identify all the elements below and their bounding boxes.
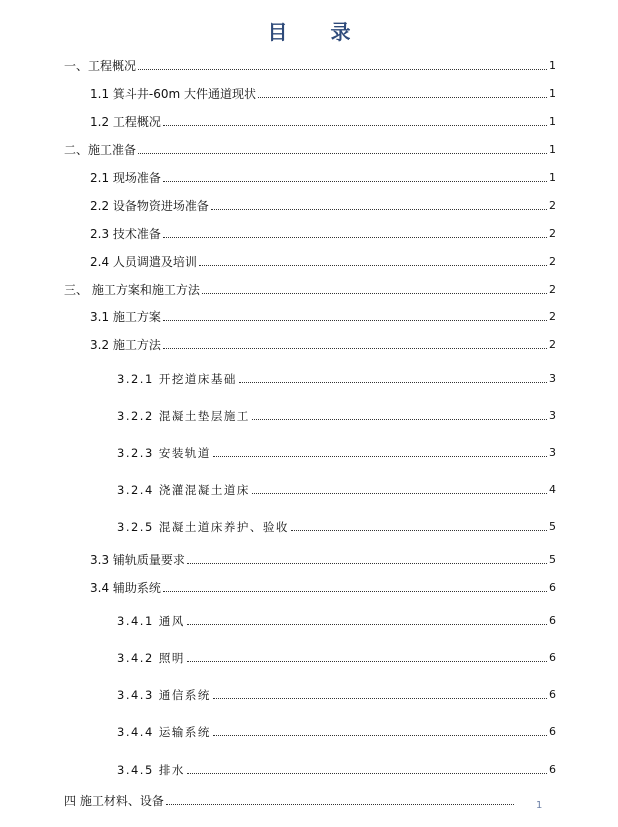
toc-leader-dots xyxy=(211,208,547,210)
toc-entry-label: 2.4 人员调遣及培训 xyxy=(90,255,197,269)
toc-leader-dots xyxy=(163,180,547,182)
toc-leader-dots xyxy=(258,96,547,98)
toc-entry[interactable] xyxy=(117,520,556,534)
toc-entry-page: 6 xyxy=(549,725,556,738)
toc-entry[interactable] xyxy=(64,143,556,157)
toc-entry-label: 三、 施工方案和施工方法 xyxy=(64,283,200,297)
toc-leader-dots xyxy=(199,264,547,266)
toc-entry-label: 3.2.2 混凝土垫层施工 xyxy=(117,409,250,423)
toc-entry-label: 3.2 施工方法 xyxy=(90,338,161,352)
toc-leader-dots xyxy=(252,492,547,494)
toc-entry[interactable] xyxy=(90,255,556,269)
toc-entry-label: 3.1 施工方案 xyxy=(90,310,161,324)
toc-entry-label: 二、施工准备 xyxy=(64,143,137,157)
toc-entry[interactable] xyxy=(90,553,556,567)
toc-leader-dots xyxy=(291,529,547,531)
toc-entry-page: 1 xyxy=(549,143,556,156)
toc-leader-dots xyxy=(138,68,547,70)
toc-leader-dots xyxy=(213,734,547,736)
toc-leader-dots xyxy=(213,697,547,699)
toc-leader-dots xyxy=(187,660,547,662)
toc-leader-dots xyxy=(187,623,547,625)
toc-leader-dots xyxy=(163,236,547,238)
toc-entry-page: 5 xyxy=(549,520,556,533)
toc-entry[interactable] xyxy=(90,310,556,324)
toc-entry-page: 3 xyxy=(549,372,556,385)
toc-entry[interactable] xyxy=(117,763,556,777)
toc-entry-page: 6 xyxy=(549,581,556,594)
toc-entry-label: 2.3 技术准备 xyxy=(90,227,161,241)
toc-entry[interactable] xyxy=(64,59,556,73)
toc-entry-label: 3.2.5 混凝土道床养护、验收 xyxy=(117,520,289,534)
toc-leader-dots xyxy=(202,292,547,294)
toc-entry-label: 3.4.4 运输系统 xyxy=(117,725,211,739)
toc-entry[interactable] xyxy=(64,283,556,297)
toc-entry-label: 1.1 箕斗井-60m 大件通道现状 xyxy=(90,87,257,101)
toc-entry[interactable] xyxy=(117,614,556,628)
toc-entry[interactable] xyxy=(90,171,556,185)
toc-entry-label: 2.1 现场准备 xyxy=(90,171,161,185)
toc-entry-page: 6 xyxy=(549,614,556,627)
toc-entry-page: 6 xyxy=(549,688,556,701)
toc-entry-page: 1 xyxy=(549,59,556,72)
toc-entry[interactable] xyxy=(90,227,556,241)
toc-entry-label: 3.3 铺轨质量要求 xyxy=(90,553,185,567)
toc-entry-label: 3.4.5 排水 xyxy=(117,763,185,777)
toc-entry-label: 3.2.4 浇灌混凝土道床 xyxy=(117,483,250,497)
toc-leader-dots xyxy=(163,319,547,321)
toc-entry[interactable] xyxy=(90,581,556,595)
toc-entry-label: 3.4.1 通风 xyxy=(117,614,185,628)
toc-entry[interactable] xyxy=(117,651,556,665)
toc-entry-label: 2.2 设备物资进场准备 xyxy=(90,199,209,213)
toc-entry-page: 1 xyxy=(549,87,556,100)
toc-entry-label: 3.4 辅助系统 xyxy=(90,581,161,595)
toc-entry-label: 1.2 工程概况 xyxy=(90,115,161,129)
toc-entry-page: 4 xyxy=(549,483,556,496)
toc-entry-label: 一、工程概况 xyxy=(64,59,137,73)
toc-leader-dots xyxy=(163,347,547,349)
toc-entry-label: 3.2.3 安装轨道 xyxy=(117,446,211,460)
toc-leader-dots xyxy=(252,418,547,420)
toc-entry[interactable] xyxy=(90,87,556,101)
toc-entry[interactable] xyxy=(90,199,556,213)
toc-entry-page: 6 xyxy=(549,651,556,664)
toc-entry[interactable] xyxy=(117,446,556,460)
toc-entry-page: 1 xyxy=(549,171,556,184)
page-title: 目 录 xyxy=(267,20,369,44)
toc-entry-page: 1 xyxy=(549,115,556,128)
toc-entry[interactable] xyxy=(117,688,556,702)
toc-entry[interactable] xyxy=(117,372,556,386)
toc-entry[interactable] xyxy=(90,115,556,129)
toc-entry-label: 3.4.3 通信系统 xyxy=(117,688,211,702)
toc-entry[interactable] xyxy=(64,794,516,808)
toc-leader-dots xyxy=(138,152,547,154)
toc-entry-page: 2 xyxy=(549,310,556,323)
toc-entry-page: 2 xyxy=(549,338,556,351)
toc-entry-label: 3.4.2 照明 xyxy=(117,651,185,665)
toc-entry-page: 6 xyxy=(549,763,556,776)
toc-entry[interactable] xyxy=(117,483,556,497)
toc-leader-dots xyxy=(187,772,547,774)
page-number: 1 xyxy=(536,800,543,811)
toc-leader-dots xyxy=(163,124,547,126)
toc-leader-dots xyxy=(239,381,547,383)
toc-entry-page: 3 xyxy=(549,446,556,459)
toc-entry-page: 3 xyxy=(549,409,556,422)
toc-entry[interactable] xyxy=(117,409,556,423)
toc-entry-page: 2 xyxy=(549,255,556,268)
toc-entry[interactable] xyxy=(90,338,556,352)
toc-entry-page: 2 xyxy=(549,227,556,240)
toc-entry-page: 2 xyxy=(549,283,556,296)
toc-entry-page: 5 xyxy=(549,553,556,566)
toc-entry-label: 四 施工材料、设备 xyxy=(64,794,164,808)
toc-entry[interactable] xyxy=(117,725,556,739)
toc-entry-label: 3.2.1 开挖道床基础 xyxy=(117,372,237,386)
toc-leader-dots xyxy=(187,562,547,564)
toc-leader-dots xyxy=(166,803,514,805)
toc-leader-dots xyxy=(213,455,547,457)
toc-entry-page: 2 xyxy=(549,199,556,212)
toc-leader-dots xyxy=(163,590,547,592)
